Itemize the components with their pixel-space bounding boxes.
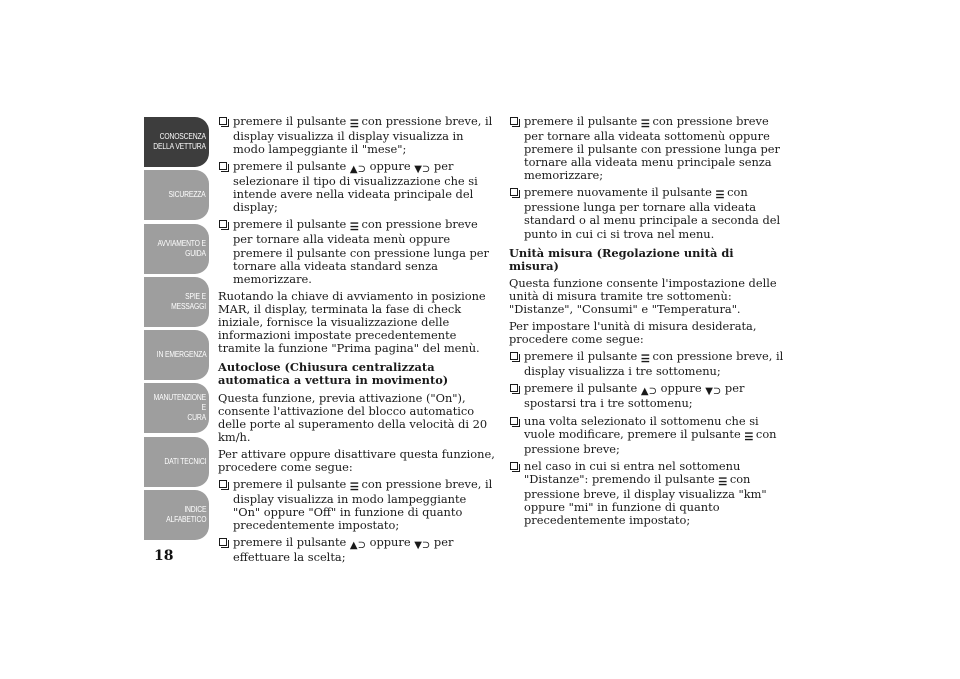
bullet-item: una volta selezionato il sottomenu che si vuole modificare, premere il pulsante ☰ con pressione breve;: [509, 415, 784, 456]
tab-label: DATI TECNICI: [164, 456, 206, 466]
tab-label: IN EMERGENZA: [156, 350, 206, 360]
tab-label: SICUREZZA: [168, 190, 206, 200]
checkbox-bullet-icon: [510, 188, 518, 196]
bullet-item: premere il pulsante ☰ con pressione breve, il display visualizza i tre sottomenu;: [509, 350, 784, 378]
menu-button-icon: ☰: [349, 222, 358, 234]
bullet-item: premere il pulsante ▲⊃ oppure ▼⊃ per spostarsi tra i tre sottomenu;: [509, 382, 784, 410]
tab-sicurezza[interactable]: [141, 170, 209, 220]
paragraph: Questa funzione, previa attivazione ("On"), consente l'attivazione del blocco automatico delle porte al superamento della velocità di 20 km/h.: [218, 390, 488, 444]
checkbox-bullet-icon: [219, 162, 227, 170]
tab-manutenzione-e-cura[interactable]: [141, 383, 209, 433]
tab-label: MANUTENZIONE E CURA: [153, 393, 206, 423]
checkbox-bullet-icon: [510, 384, 518, 392]
down-minus-button-icon: ▼⊃: [414, 164, 431, 176]
down-minus-button-icon: ▼⊃: [705, 386, 722, 398]
bullet-item: premere il pulsante ▲⊃ oppure ▼⊃ per effettuare la scelta;: [218, 536, 496, 564]
section-heading-autoclose: Autoclose (Chiusura centralizzata automatica a vettura in movimento): [218, 360, 449, 388]
checkbox-bullet-icon: [219, 538, 227, 546]
down-minus-button-icon: ▼⊃: [414, 540, 431, 552]
bullet-item: premere il pulsante ☰ con pressione breve, il display visualizza il display visualizza in modo lampeggiante il "mese";: [218, 115, 496, 156]
tab-avviamento-e-guida[interactable]: [141, 224, 209, 274]
left-column: [218, 115, 496, 568]
menu-button-icon: ☰: [349, 119, 358, 130]
page-number: 18: [154, 548, 174, 564]
bullet-item: premere il pulsante ☰ con pressione breve per tornare alla videata sottomenù oppure premere il pulsante con pressione lunga per tornare alla videata menu principale senza memorizzare;: [509, 115, 784, 182]
up-plus-button-icon: ▲⊃: [349, 540, 366, 552]
bullet-item: premere nuovamente il pulsante ☰ con pressione lunga per tornare alla videata standard o al menu principale a seconda del punto in cui ci si trova nel menu.: [509, 186, 784, 240]
tab-dati-tecnici[interactable]: [141, 437, 209, 487]
menu-button-icon: ☰: [640, 354, 649, 366]
checkbox-bullet-icon: [219, 220, 227, 228]
paragraph: Ruotando la chiave di avviamento in posizione MAR, il display, terminata la fase di check iniziale, fornisce la visualizzazione delle informazioni impostate precedentemente tramite la funzione "Prima pagina" del menù.: [218, 288, 486, 356]
tab-label: SPIE E MESSAGGI: [171, 291, 206, 311]
tab-indice-alfabetico[interactable]: [141, 490, 209, 540]
chapter-tabs: [141, 117, 209, 543]
checkbox-bullet-icon: [219, 480, 227, 488]
menu-button-icon: ☰: [715, 190, 724, 202]
tab-label: CONOSCENZA DELLA VETTURA: [153, 132, 206, 151]
up-plus-button-icon: ▲⊃: [640, 386, 657, 398]
section-heading-unita-misura: Unità misura (Regolazione unità di misura): [509, 245, 734, 273]
menu-button-icon: ☰: [744, 431, 753, 443]
paragraph: Questa funzione consente l'impostazione delle unità di misura tramite tre sottomenù: "Distanze", "Consumi" e "Temperatura".: [509, 275, 777, 317]
bullet-item: premere il pulsante ☰ con pressione breve, il display visualizza in modo lampeggiante "On" oppure "Off" in funzione di quanto precedentemente impostato;: [218, 478, 496, 532]
tab-conoscenza-della-vettura[interactable]: [141, 117, 209, 167]
checkbox-bullet-icon: [219, 117, 227, 125]
up-plus-button-icon: ▲⊃: [349, 164, 366, 176]
checkbox-bullet-icon: [510, 352, 518, 360]
checkbox-bullet-icon: [510, 117, 518, 125]
tab-spie-e-messaggi[interactable]: [141, 277, 209, 327]
tab-spine: [141, 117, 144, 545]
right-column: [509, 115, 784, 531]
paragraph: Per attivare oppure disattivare questa funzione, procedere come segue:: [218, 446, 495, 474]
bullet-item: nel caso in cui si entra nel sottomenu "Distanze": premendo il pulsante ☰ con pressione breve, il display visualizza "km" oppure "mi" in funzione di quanto precedentemente impostato;: [509, 460, 784, 527]
tab-label: INDICE ALFABETICO: [165, 505, 206, 525]
menu-button-icon: ☰: [718, 476, 727, 488]
tab-label: AVVIAMENTO E GUIDA: [157, 238, 206, 258]
checkbox-bullet-icon: [510, 417, 518, 425]
paragraph: Per impostare l'unità di misura desiderata, procedere come segue:: [509, 319, 757, 347]
menu-button-icon: ☰: [640, 119, 649, 130]
bullet-item: premere il pulsante ▲⊃ oppure ▼⊃ per selezionare il tipo di visualizzazione che si intende avere nella videata principale del display;: [218, 160, 496, 214]
menu-button-icon: ☰: [349, 482, 358, 494]
checkbox-bullet-icon: [510, 462, 518, 470]
bullet-item: premere il pulsante ☰ con pressione breve per tornare alla videata menù oppure premere il pulsante con pressione lunga per tornare alla videata standard senza memorizzare.: [218, 218, 496, 285]
tab-in-emergenza[interactable]: [141, 330, 209, 380]
